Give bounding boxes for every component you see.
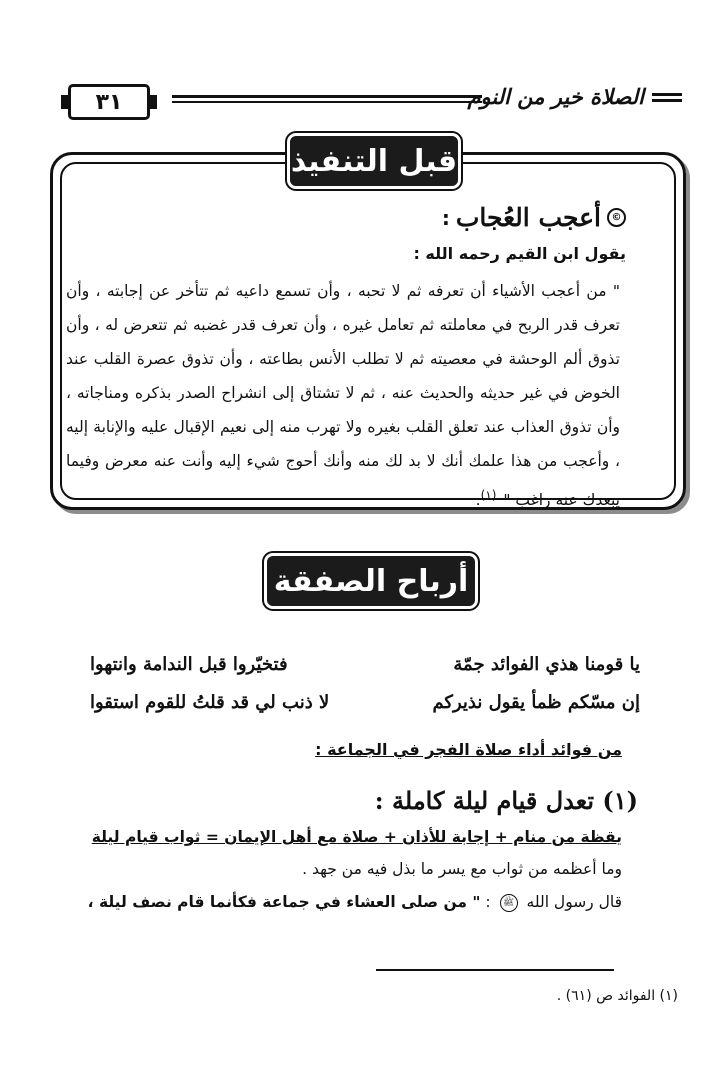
page-number: ٣١ <box>68 84 150 120</box>
quote-text: " من أعجب الأشياء أن تعرفه ثم لا تحبه ، وأن تسمع داعيه ثم تتأخر عن إجابته ، وأن تعرف قدر الربح في معاملته ثم تعامل غيره ، وأن تعرف قدر غضبه ثم تتعرض له ، وأن تذوق ألم الوحشة في معصيته ثم لا تطلب الأنس بطاعته ، وأن تذوق عصرة القلب عند الخوض في غير حديثه والحديث عنه ، ثم لا تشتاق إلى انشراح الصدر بذكره ومناجاته ، وأن تذوق العذاب عند تعلق القلب بغيره ولا تهرب منه إلى نعيم الإقبال عليه والإنابة إليه ، وأعجب من هذا علمك أنك لا بد لك منه وأنك أحوج شيء إليه وأنت عنه معرض وفيما يبعدك عنه راغب " <box>66 282 620 510</box>
poem-hemistich-left: لا ذنب لي قد قلتُ للقوم استقوا <box>90 691 330 713</box>
poem-hemistich-left: فتخيّروا قبل الندامة وانتهوا <box>90 653 288 675</box>
hadith-prefix: قال رسول الله <box>526 893 622 911</box>
subheading-colon: : <box>441 205 450 230</box>
page-header <box>54 82 682 126</box>
hadith-line <box>88 893 622 912</box>
quote-paragraph <box>66 274 620 517</box>
poem-hemistich-right: يا قومنا هذي الفوائد جمّة <box>453 653 640 675</box>
subheading-row <box>442 203 626 232</box>
running-title: الصلاة خير من النوم <box>467 84 644 109</box>
benefits-heading: من فوائد أداء صلاة الفجر في الجماعة : <box>315 740 622 759</box>
footnote-reference: (١) <box>480 488 497 502</box>
poem-hemistich-right: إن مسّكم ظمأ يقول نذيركم <box>432 691 640 713</box>
footnote: (١) الفوائد ص (٦١) . <box>556 988 678 1004</box>
section-banner: أرباح الصفقة <box>264 553 478 609</box>
footnote-rule <box>376 969 614 971</box>
poem <box>90 645 640 721</box>
hadith-quote: " من صلى العشاء في جماعة فكأنما قام نصف ليلة ، <box>87 893 481 911</box>
header-dashes-icon <box>652 93 682 105</box>
copyright-icon: © <box>607 208 626 227</box>
hadith-colon: : <box>485 893 491 911</box>
header-rule <box>172 95 482 103</box>
body-line: وما أعظمه من ثواب مع يسر ما بذل فيه من جهد . <box>302 860 622 878</box>
box-title-banner: قبل التنفيذ <box>287 133 461 189</box>
quote-attribution: يقول ابن القيم رحمه الله : <box>413 244 626 263</box>
quote-end-period: . <box>475 491 481 510</box>
point-heading: (١) تعدل قيام ليلة كاملة : <box>374 786 638 815</box>
poem-verse <box>90 683 640 721</box>
point-equation: يقظة من منام + إجابة للأذان + صلاة مع أهل الإيمان = ثواب قيام ليلة <box>91 828 622 846</box>
poem-verse <box>90 645 640 683</box>
subheading: أعجب العُجاب <box>455 203 601 232</box>
saw-honorific-icon: ﷺ <box>500 894 518 912</box>
